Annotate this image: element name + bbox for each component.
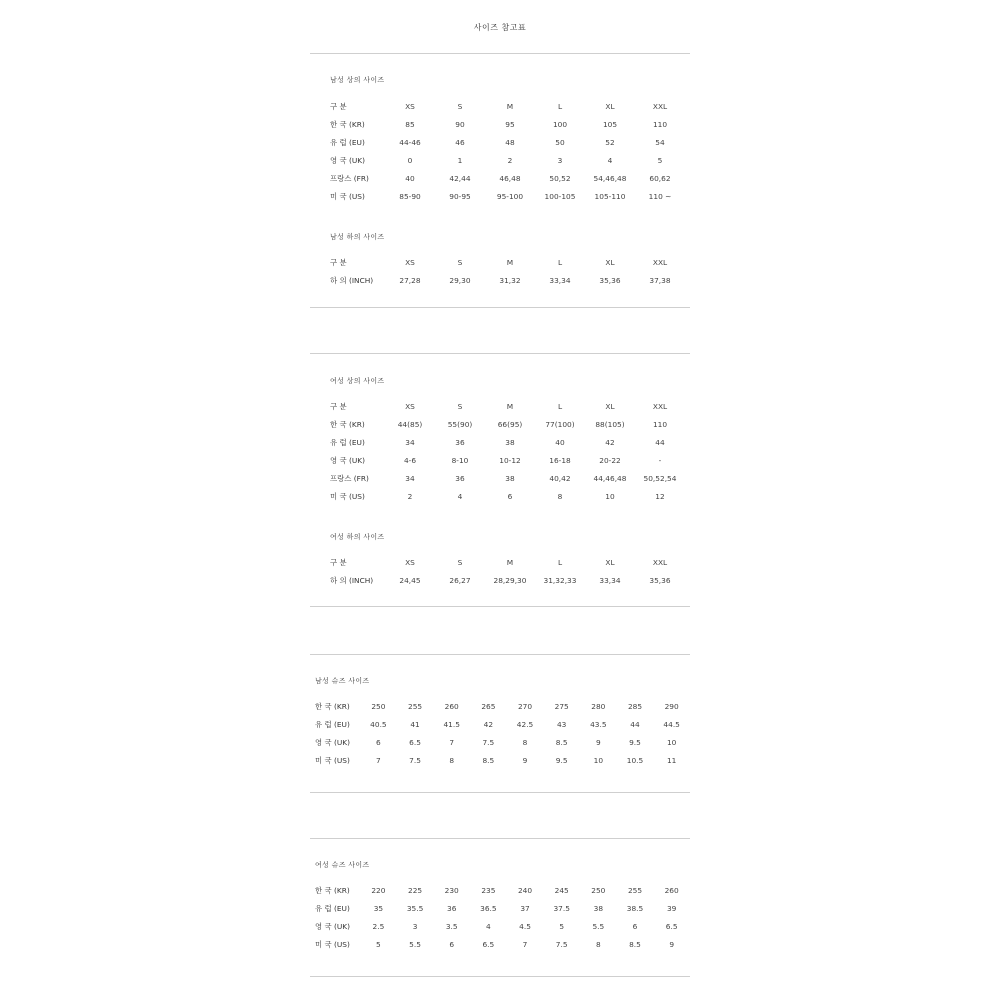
table-cell: XL (605, 401, 615, 411)
table-cell: 2 (407, 491, 413, 501)
row-label: 한 국 (KR) (330, 419, 365, 429)
table-cell: S (457, 101, 463, 111)
table-cell: 35,36 (599, 275, 621, 285)
row-label: 프랑스 (FR) (330, 473, 369, 483)
table-cell: 255 (408, 701, 423, 711)
table-cell: L (557, 101, 563, 111)
table-cell: M (506, 257, 514, 267)
divider (310, 606, 690, 607)
row-label: 미 국 (US) (330, 491, 365, 501)
table-cell: 260 (664, 885, 679, 895)
table-cell: 31,32 (499, 275, 521, 285)
table-cell: 50 (555, 137, 565, 147)
row-label: 구 분 (330, 557, 347, 567)
row-label: 한 국 (KR) (330, 119, 365, 129)
table-cell: 100-105 (544, 191, 576, 201)
table-row (330, 253, 685, 271)
table-cell: 2 (507, 155, 513, 165)
table-cell: 50,52 (549, 173, 571, 183)
table-row (330, 553, 685, 571)
table-row (315, 715, 690, 733)
table-row (330, 451, 685, 469)
row-label: 한 국 (KR) (315, 885, 350, 895)
table-cell: 38.5 (626, 903, 644, 913)
table-cell: 8.5 (555, 737, 568, 747)
table-cell: 44(85) (397, 419, 423, 429)
table-cell: 36.5 (480, 903, 497, 913)
table-row (330, 487, 685, 505)
table-cell: 2.5 (372, 921, 385, 931)
table-cell: 4 (607, 155, 613, 165)
table-cell: 250 (371, 701, 386, 711)
table-cell: 27,28 (399, 275, 421, 285)
row-label: 영 국 (UK) (330, 155, 366, 165)
divider (310, 976, 690, 977)
divider (310, 353, 690, 354)
table-cell: 105 (602, 119, 618, 129)
table-cell: 280 (591, 701, 606, 711)
table-row (330, 151, 685, 169)
table-cell: 5 (657, 155, 663, 165)
table-cell: S (457, 557, 463, 567)
table-cell: L (557, 257, 563, 267)
table-cell: 4.5 (519, 921, 531, 931)
table-cell: 35.5 (406, 903, 424, 913)
row-label: 영 국 (UK) (330, 455, 366, 465)
table-cell: 38 (593, 903, 604, 913)
table-cell: 9 (669, 939, 675, 949)
row-label: 프랑스 (FR) (330, 173, 369, 183)
row-label: 미 국 (US) (315, 755, 350, 765)
table-cell: 265 (481, 701, 496, 711)
table-cell: 290 (664, 701, 679, 711)
table-cell: 44,46,48 (593, 473, 627, 483)
table-cell: XL (605, 557, 615, 567)
table-cell: 90 (455, 119, 465, 129)
table-cell: 285 (627, 701, 643, 711)
row-label: 영 국 (UK) (315, 921, 351, 931)
table-row (315, 697, 690, 715)
table-cell: 100 (552, 119, 568, 129)
table-cell: 37.5 (553, 903, 570, 913)
table-cell: 110 ~ (648, 191, 672, 201)
table-cell: 3 (412, 921, 418, 931)
table-cell: 43.5 (590, 719, 607, 729)
table-cell: 16-18 (549, 455, 571, 465)
table-cell: 90-95 (449, 191, 471, 201)
table-cell: 88(105) (595, 419, 625, 429)
table-cell: 7.5 (555, 939, 568, 949)
table-cell: 235 (481, 885, 496, 895)
table-cell: 41 (410, 719, 420, 729)
table-cell: - (658, 455, 662, 465)
table-cell: M (506, 101, 514, 111)
table-cell: 36 (455, 437, 465, 447)
table-cell: 8.5 (482, 755, 495, 765)
table-cell: 7 (449, 737, 455, 747)
table-cell: 3 (557, 155, 563, 165)
table-cell: 46,48 (499, 173, 521, 183)
table-cell: 77(100) (545, 419, 575, 429)
table-row (315, 917, 690, 935)
table-cell: 40,42 (549, 473, 571, 483)
row-label: 하 의 (INCH) (330, 575, 374, 585)
table-cell: 11 (666, 755, 677, 765)
men-tops-title: 남성 상의 사이즈 (330, 76, 385, 84)
table-cell: 4 (486, 921, 491, 931)
table-row (330, 133, 685, 151)
table-cell: 10-12 (499, 455, 521, 465)
table-cell: S (457, 257, 463, 267)
table-cell: 4 (457, 491, 463, 501)
table-cell: 42 (483, 719, 494, 729)
table-cell: 7.5 (482, 737, 495, 747)
table-cell: 10 (666, 737, 677, 747)
table-cell: 7 (522, 939, 528, 949)
divider (310, 792, 690, 793)
table-cell: XL (605, 101, 615, 111)
men-bottoms-title: 남성 하의 사이즈 (330, 233, 385, 241)
row-label: 한 국 (KR) (315, 701, 350, 711)
table-cell: 33,34 (599, 575, 621, 585)
table-cell: 8 (449, 755, 455, 765)
table-cell: 10.5 (626, 755, 644, 765)
table-cell: 60,62 (649, 173, 671, 183)
men-tops-table (330, 97, 685, 205)
table-row (330, 433, 685, 451)
table-row (330, 571, 685, 589)
row-label: 유 럽 (EU) (330, 437, 365, 447)
table-cell: 35 (373, 903, 384, 913)
table-cell: 8-10 (451, 455, 469, 465)
table-cell: 42.5 (516, 719, 534, 729)
table-cell: 43 (556, 719, 567, 729)
table-cell: 34 (405, 473, 415, 483)
table-cell: 250 (591, 885, 606, 895)
table-cell: 95-100 (496, 191, 524, 201)
table-row (330, 271, 685, 289)
table-cell: 3.5 (445, 921, 458, 931)
table-cell: 31,32,33 (543, 575, 577, 585)
table-cell: 34 (405, 437, 415, 447)
table-cell: 39 (666, 903, 677, 913)
table-cell: 270 (517, 701, 533, 711)
table-cell: 44 (630, 719, 640, 729)
table-cell: 6 (376, 737, 381, 747)
table-cell: M (506, 401, 514, 411)
table-cell: 35,36 (649, 575, 671, 585)
table-cell: 10 (605, 491, 615, 501)
table-cell: 225 (408, 885, 423, 895)
table-cell: 36 (455, 473, 465, 483)
table-cell: 9 (595, 737, 601, 747)
women-shoes-title: 여성 슈즈 사이즈 (315, 861, 370, 869)
row-label: 유 럽 (EU) (315, 903, 350, 913)
table-cell: 48 (505, 137, 515, 147)
table-cell: 240 (517, 885, 533, 895)
table-cell: XXL (652, 401, 668, 411)
table-cell: 20-22 (599, 455, 621, 465)
table-cell: XS (405, 257, 415, 267)
table-cell: 9.5 (629, 737, 641, 747)
table-cell: 0 (407, 155, 413, 165)
table-cell: 230 (444, 885, 459, 895)
table-cell: 95 (505, 119, 515, 129)
women-bottoms-table (330, 553, 685, 589)
table-cell: 9 (522, 755, 528, 765)
table-cell: 42 (605, 437, 615, 447)
table-cell: 1 (457, 155, 463, 165)
table-cell: XXL (652, 101, 668, 111)
table-cell: 10 (593, 755, 604, 765)
table-cell: 6 (632, 921, 638, 931)
table-cell: 54,46,48 (593, 173, 627, 183)
table-cell: 105-110 (594, 191, 626, 201)
table-cell: 29,30 (449, 275, 471, 285)
table-cell: 44.5 (663, 719, 680, 729)
row-label: 미 국 (US) (315, 939, 350, 949)
table-cell: 46 (455, 137, 465, 147)
table-cell: 40 (555, 437, 565, 447)
table-row (330, 397, 685, 415)
women-shoes-table (315, 881, 690, 953)
divider (310, 53, 690, 54)
table-cell: 7 (376, 755, 381, 765)
table-cell: 5 (376, 939, 381, 949)
table-cell: 5.5 (409, 939, 421, 949)
table-cell: 6.5 (665, 921, 678, 931)
table-cell: 255 (627, 885, 643, 895)
table-cell: 85 (405, 119, 415, 129)
table-cell: 275 (554, 701, 569, 711)
women-tops-title: 여성 상의 사이즈 (330, 377, 385, 385)
table-cell: 6 (449, 939, 455, 949)
table-cell: 220 (371, 885, 386, 895)
table-cell: XL (605, 257, 615, 267)
table-row (330, 115, 685, 133)
row-label: 유 럽 (EU) (330, 137, 365, 147)
divider (310, 654, 690, 655)
table-row (315, 899, 690, 917)
table-cell: L (557, 401, 563, 411)
table-cell: 26,27 (449, 575, 471, 585)
table-cell: 6.5 (482, 939, 495, 949)
men-shoes-table (315, 697, 690, 769)
table-cell: 36 (447, 903, 457, 913)
table-row (315, 935, 690, 953)
table-cell: 37,38 (649, 275, 671, 285)
table-cell: 85-90 (399, 191, 421, 201)
row-label: 구 분 (330, 257, 347, 267)
divider (310, 307, 690, 308)
table-cell: 66(95) (497, 419, 523, 429)
table-cell: 38 (505, 437, 515, 447)
women-bottoms-title: 여성 하의 사이즈 (330, 533, 385, 541)
row-label: 하 의 (INCH) (330, 275, 374, 285)
page-title: 사이즈 참고표 (473, 23, 527, 32)
table-cell: 41.5 (443, 719, 460, 729)
row-label: 유 럽 (EU) (315, 719, 350, 729)
table-cell: 245 (554, 885, 569, 895)
row-label: 구 분 (330, 101, 347, 111)
table-cell: 40.5 (370, 719, 387, 729)
table-cell: 8.5 (629, 939, 641, 949)
table-row (330, 97, 685, 115)
table-cell: 54 (655, 137, 665, 147)
table-cell: 33,34 (549, 275, 571, 285)
table-cell: 44-46 (399, 137, 421, 147)
table-cell: 8 (557, 491, 563, 501)
table-cell: XS (405, 557, 415, 567)
table-cell: 28,29,30 (493, 575, 527, 585)
table-cell: 110 (652, 419, 668, 429)
table-cell: 52 (605, 137, 615, 147)
table-row (330, 415, 685, 433)
table-cell: XXL (652, 257, 668, 267)
women-tops-table (330, 397, 685, 505)
table-cell: 24,45 (399, 575, 421, 585)
table-row (315, 881, 690, 899)
table-cell: 110 (652, 119, 668, 129)
table-cell: 8 (595, 939, 601, 949)
divider (310, 838, 690, 839)
table-cell: 38 (505, 473, 515, 483)
row-label: 미 국 (US) (330, 191, 365, 201)
table-cell: 6.5 (409, 737, 421, 747)
table-cell: L (557, 557, 563, 567)
table-cell: 7.5 (409, 755, 421, 765)
table-row (315, 733, 690, 751)
table-cell: 8 (522, 737, 528, 747)
table-cell: 44 (655, 437, 665, 447)
table-cell: 55(90) (447, 419, 473, 429)
table-cell: S (457, 401, 463, 411)
men-bottoms-table (330, 253, 685, 289)
table-cell: 9.5 (555, 755, 568, 765)
row-label: 구 분 (330, 401, 347, 411)
table-cell: 42,44 (449, 173, 471, 183)
table-cell: XS (405, 401, 415, 411)
table-cell: 40 (405, 173, 415, 183)
table-cell: XS (405, 101, 415, 111)
table-cell: 37 (520, 903, 530, 913)
table-cell: 260 (444, 701, 459, 711)
table-cell: 6 (507, 491, 513, 501)
table-cell: 4-6 (403, 455, 417, 465)
table-cell: 5 (559, 921, 565, 931)
row-label: 영 국 (UK) (315, 737, 351, 747)
table-row (330, 169, 685, 187)
table-row (330, 469, 685, 487)
men-shoes-title: 남성 슈즈 사이즈 (315, 677, 370, 685)
table-cell: M (506, 557, 514, 567)
table-row (315, 751, 690, 769)
table-cell: 50,52,54 (643, 473, 677, 483)
table-cell: XXL (652, 557, 668, 567)
table-row (330, 187, 685, 205)
table-cell: 5.5 (592, 921, 605, 931)
table-cell: 12 (655, 491, 665, 501)
